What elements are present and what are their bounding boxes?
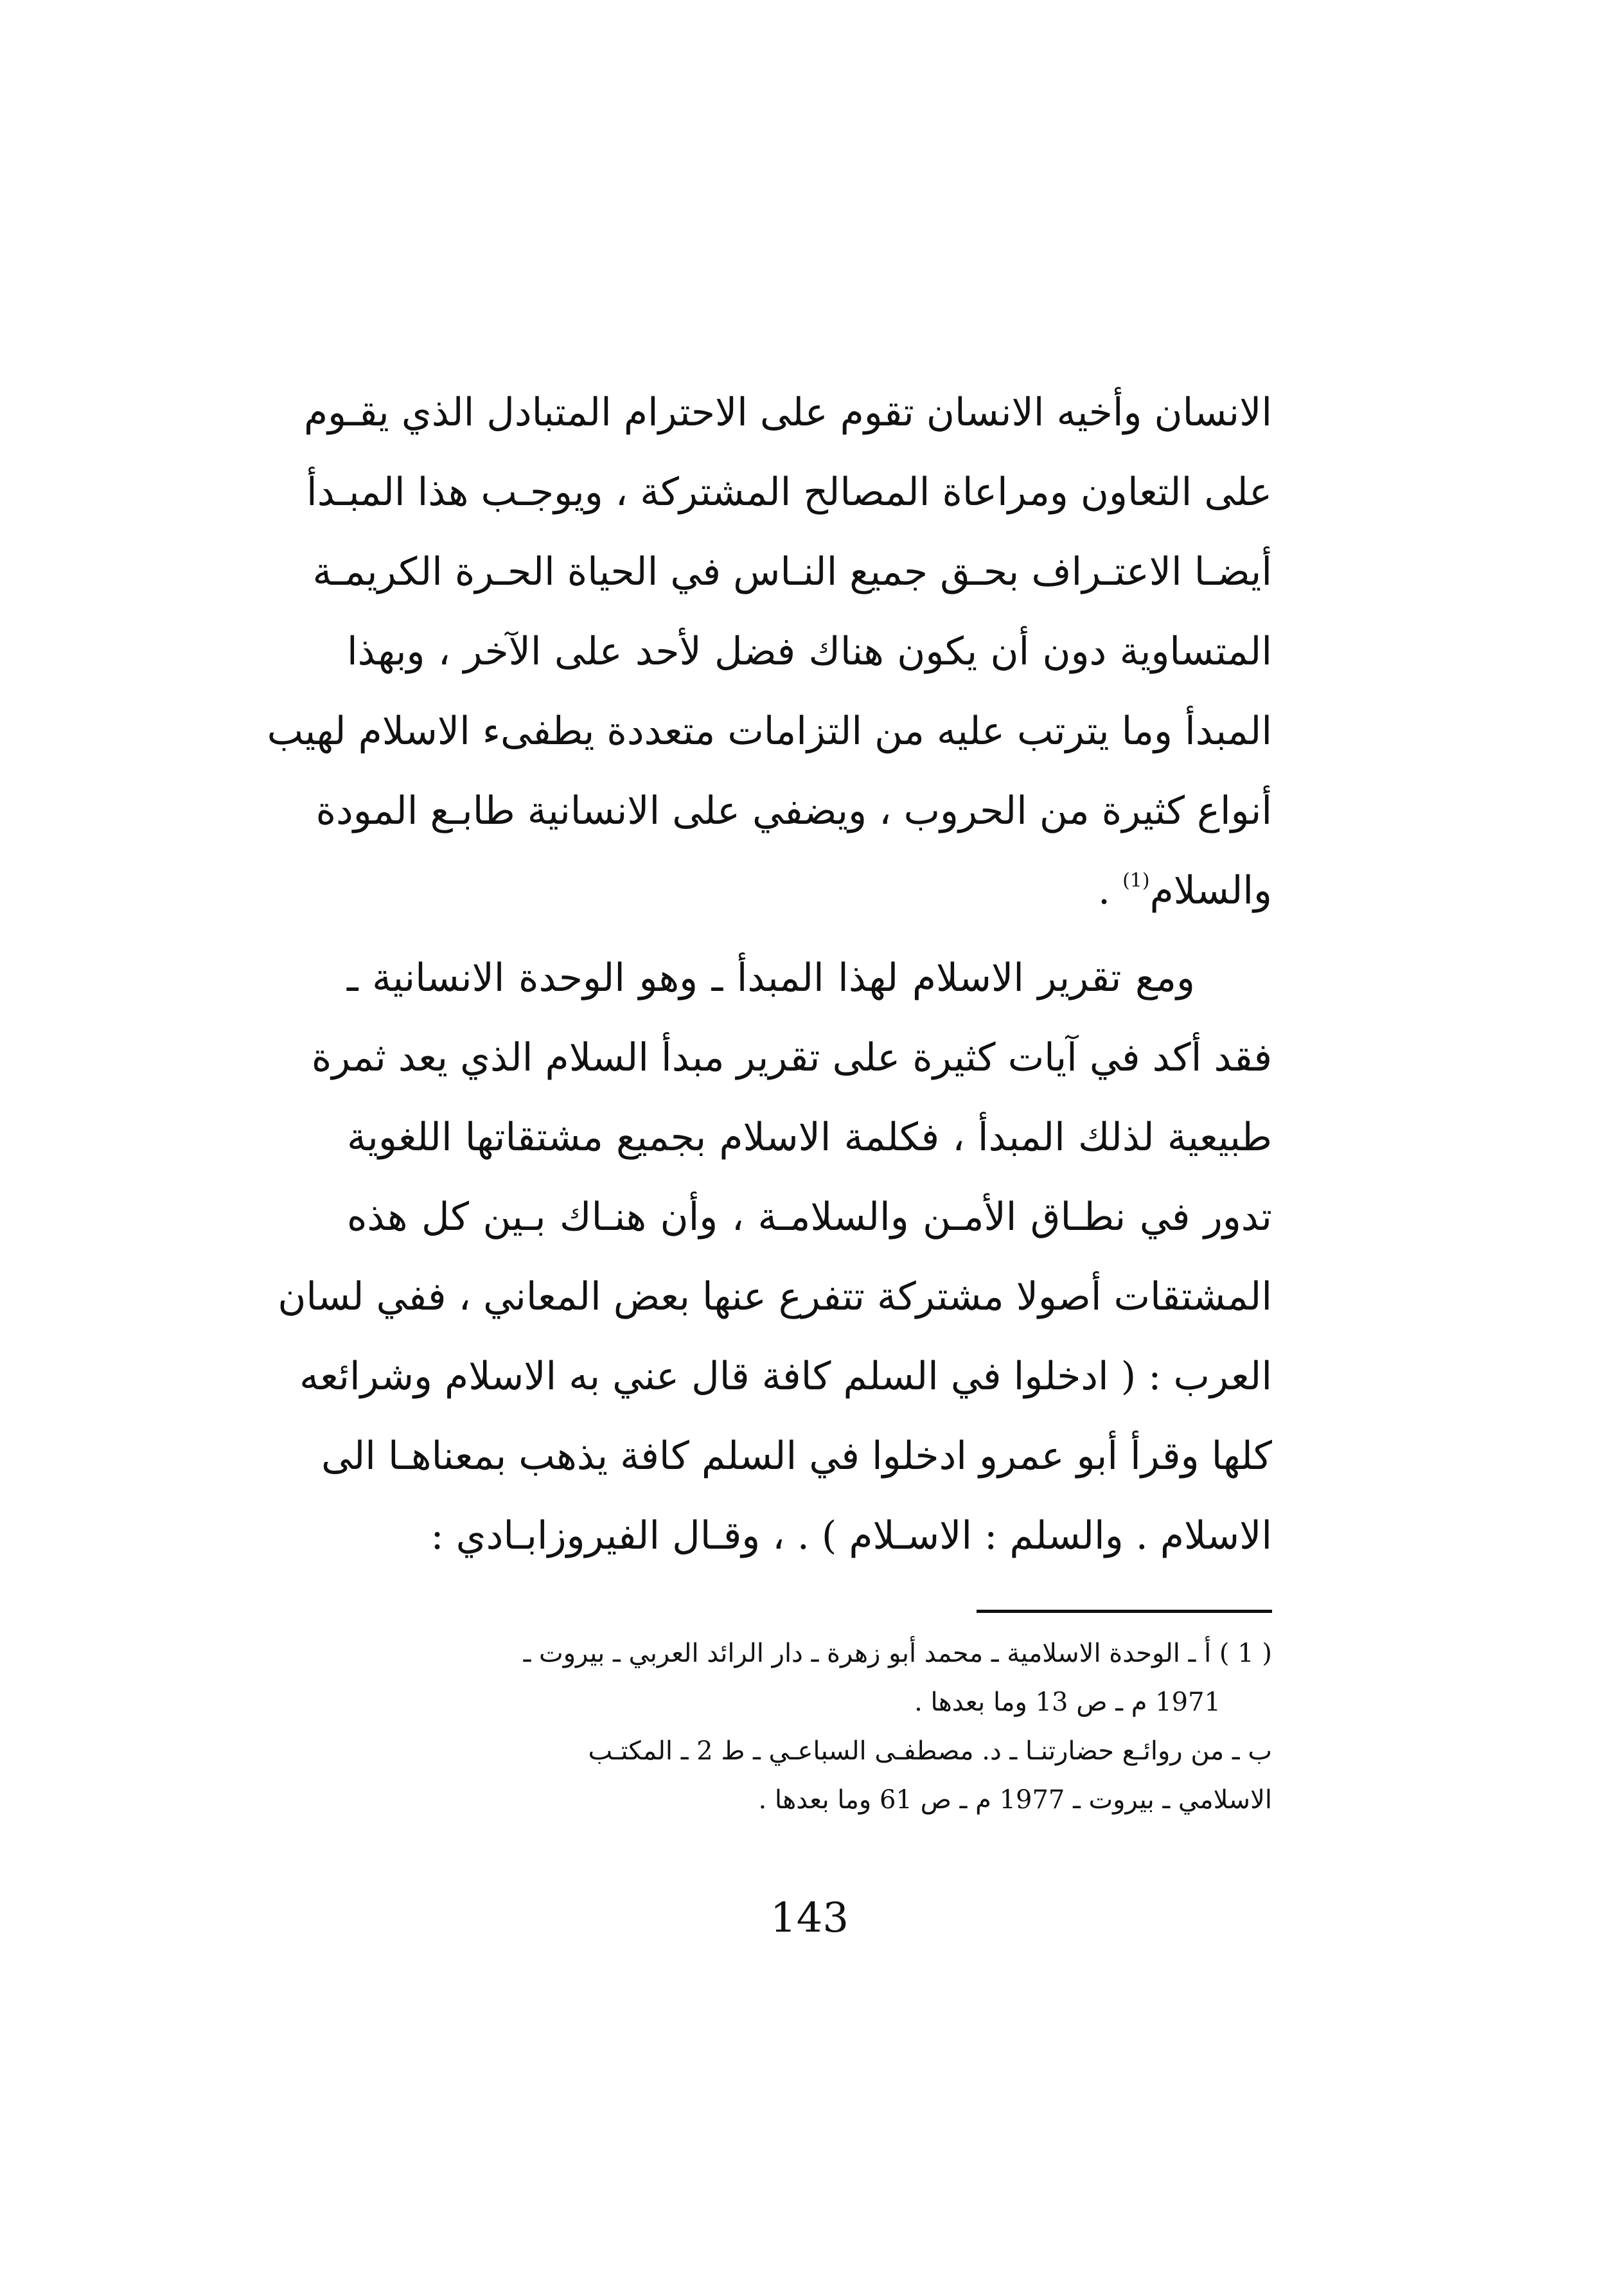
- text-line: المتساوية دون أن يكون هناك فضل لأحد على الآخر ، وبهذا: [347, 629, 1272, 674]
- footnote-line: الاسلامي ـ بيروت ـ 1977 م ـ ص 61 وما بعدها .: [758, 1785, 1272, 1815]
- text-line: الاسلام . والسلم : الاسـلام ) . ، وقـال الفيروزابـادي :: [430, 1513, 1272, 1558]
- text-line: المشتقات أصولا مشتركة تتفرع عنها بعض المعاني ، ففي لسان: [278, 1274, 1272, 1319]
- text-line-final: [347, 851, 1272, 930]
- footnote-reference: (1): [1122, 869, 1150, 892]
- text-line-indented: ومع تقرير الاسلام لهذا المبدأ ـ وهو الوحدة الانسانية ـ: [347, 956, 1195, 1001]
- sentence-end: .: [1097, 868, 1123, 913]
- footnote-line: ب ـ من روائـع حضارتنـا ـ د. مصطفـى السباعـي ـ ط 2 ـ المكتـب: [588, 1736, 1272, 1766]
- footnote-line: ( 1 ) أ ـ الوحدة الاسلامية ـ محمد أبو زهرة ـ دار الرائد العربي ـ بيروت ـ: [523, 1639, 1272, 1668]
- text-line: الانسان وأخيه الانسان تقوم على الاحترام المتبادل الذي يقـوم: [303, 390, 1272, 435]
- text-line: أيضـا الاعتـراف بحـق جميع النـاس في الحياة الحـرة الكريمـة: [312, 549, 1272, 594]
- text-line: فقد أكد في آيات كثيرة على تقرير مبدأ السلام الذي يعد ثمرة: [311, 1035, 1272, 1080]
- paragraph-2: [278, 938, 1272, 1576]
- text-line: تدور في نطـاق الأمـن والسلامـة ، وأن هنـاك بـين كل هذه: [347, 1195, 1272, 1240]
- text-fragment: والسلام: [1149, 868, 1272, 913]
- text-line: العرب : ( ادخلوا في السلم كافة قال عني به الاسلام وشرائعه: [299, 1354, 1272, 1399]
- text-line: المبدأ وما يترتب عليه من التزامات متعددة يطفىء الاسلام لهيب: [267, 709, 1272, 754]
- text-line: كلها وقرأ أبو عمرو ادخلوا في السلم كافة يذهب بمعناهـا الى: [321, 1434, 1272, 1479]
- paragraph-1: [267, 373, 1272, 930]
- footnote-separator-rule: [977, 1610, 1272, 1613]
- text-line: طبيعية لذلك المبدأ ، فكلمة الاسلام بجميع مشتقاتها اللغوية: [347, 1115, 1272, 1160]
- footnote-line: 1971 م ـ ص 13 وما بعدها .: [914, 1687, 1221, 1717]
- page-number: 143: [770, 1894, 849, 1942]
- text-line: على التعاون ومراعاة المصالح المشتركة ، ويوجـب هذا المبـدأ: [306, 470, 1272, 515]
- text-line: أنواع كثيرة من الحروب ، ويضفي على الانسانية طابـع المودة: [315, 788, 1272, 833]
- footnotes: [347, 1629, 1272, 1824]
